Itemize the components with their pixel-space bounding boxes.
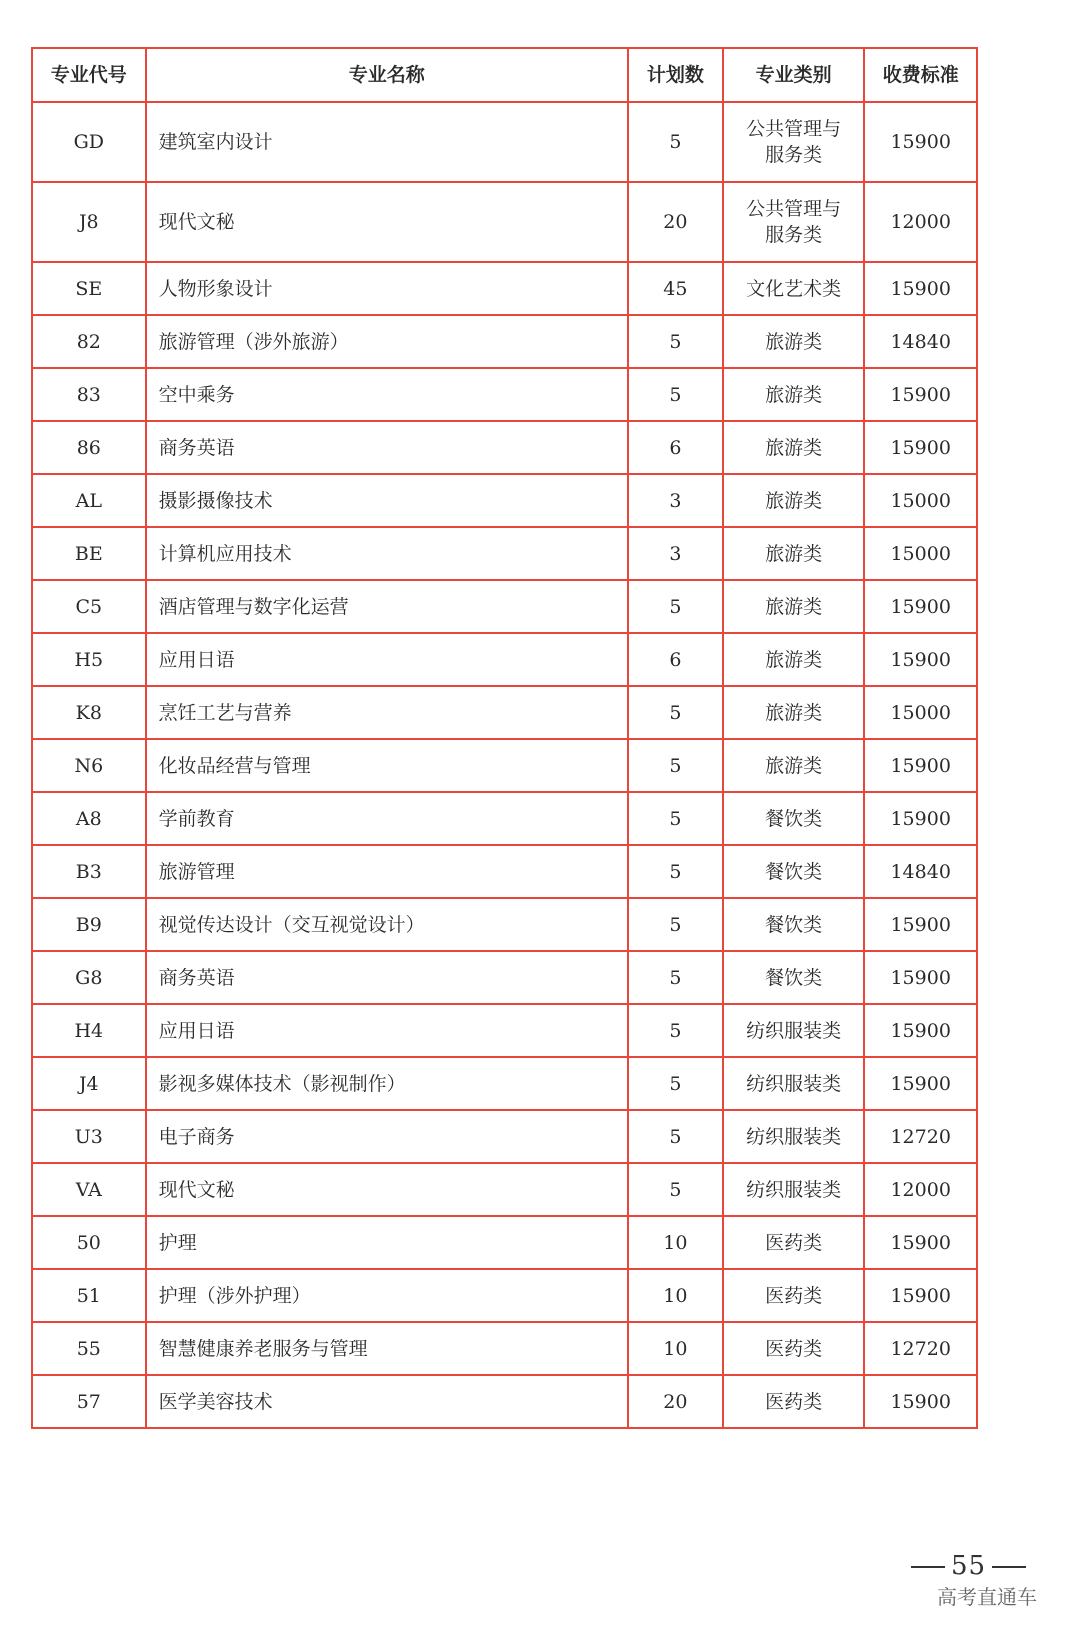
plan-cell: 5 <box>628 739 723 792</box>
name-cell: 商务英语 <box>146 951 628 1004</box>
fee-cell: 15900 <box>864 1216 977 1269</box>
fee-cell: 12000 <box>864 1163 977 1216</box>
table-row <box>32 951 977 1004</box>
category-cell <box>723 792 864 845</box>
plan-cell: 5 <box>628 845 723 898</box>
fee-cell: 15900 <box>864 1269 977 1322</box>
category-text: 纺织服装类 <box>746 1178 842 1201</box>
category-cell <box>723 580 864 633</box>
category-cell <box>723 474 864 527</box>
plan-cell: 10 <box>628 1216 723 1269</box>
code-cell: 57 <box>32 1375 146 1428</box>
category-text: 旅游类 <box>765 542 823 565</box>
name-cell: 建筑室内设计 <box>146 102 628 182</box>
code-cell: J8 <box>32 182 146 262</box>
plan-cell: 10 <box>628 1322 723 1375</box>
table-row <box>32 633 977 686</box>
code-cell: BE <box>32 527 146 580</box>
category-text: 餐饮类 <box>765 913 823 936</box>
majors-table <box>31 47 978 1429</box>
name-cell: 医学美容技术 <box>146 1375 628 1428</box>
fee-cell: 15000 <box>864 474 977 527</box>
code-cell: 82 <box>32 315 146 368</box>
category-cell <box>723 1057 864 1110</box>
name-cell: 旅游管理（涉外旅游） <box>146 315 628 368</box>
category-cell <box>723 1216 864 1269</box>
fee-cell: 15900 <box>864 739 977 792</box>
category-text: 医药类 <box>765 1337 823 1360</box>
code-cell: 83 <box>32 368 146 421</box>
fee-cell: 15900 <box>864 633 977 686</box>
code-cell: 86 <box>32 421 146 474</box>
name-cell: 酒店管理与数字化运营 <box>146 580 628 633</box>
category-cell <box>723 421 864 474</box>
category-cell <box>723 102 864 182</box>
table-row <box>32 1110 977 1163</box>
name-cell: 电子商务 <box>146 1110 628 1163</box>
fee-cell: 15000 <box>864 527 977 580</box>
table-row <box>32 315 977 368</box>
page-dash-left <box>911 1566 945 1568</box>
code-cell: 51 <box>32 1269 146 1322</box>
table-row <box>32 1004 977 1057</box>
plan-cell: 5 <box>628 792 723 845</box>
table-row <box>32 898 977 951</box>
table-row <box>32 368 977 421</box>
name-cell: 摄影摄像技术 <box>146 474 628 527</box>
category-cell <box>723 527 864 580</box>
plan-cell: 3 <box>628 527 723 580</box>
category-cell <box>723 315 864 368</box>
code-cell: H5 <box>32 633 146 686</box>
name-cell: 护理（涉外护理） <box>146 1269 628 1322</box>
plan-cell: 6 <box>628 421 723 474</box>
name-cell: 人物形象设计 <box>146 262 628 315</box>
fee-cell: 15900 <box>864 898 977 951</box>
name-cell: 化妆品经营与管理 <box>146 739 628 792</box>
table-row <box>32 686 977 739</box>
table-row <box>32 421 977 474</box>
category-cell <box>723 739 864 792</box>
watermark-text: 高考直通车 <box>937 1585 1037 1609</box>
category-text: 餐饮类 <box>765 966 823 989</box>
name-cell: 计算机应用技术 <box>146 527 628 580</box>
category-cell <box>723 633 864 686</box>
category-cell <box>723 182 864 262</box>
name-cell: 护理 <box>146 1216 628 1269</box>
table-row <box>32 1269 977 1322</box>
code-cell: SE <box>32 262 146 315</box>
table-row <box>32 845 977 898</box>
fee-cell: 15900 <box>864 262 977 315</box>
header-category: 专业类别 <box>723 48 864 102</box>
fee-cell: 14840 <box>864 315 977 368</box>
code-cell: U3 <box>32 1110 146 1163</box>
table-row <box>32 474 977 527</box>
category-text: 公共管理与服务类 <box>746 198 842 246</box>
header-name: 专业名称 <box>146 48 628 102</box>
table-row <box>32 1216 977 1269</box>
code-cell: G8 <box>32 951 146 1004</box>
category-cell <box>723 686 864 739</box>
table-row <box>32 1322 977 1375</box>
code-cell: H4 <box>32 1004 146 1057</box>
fee-cell: 15900 <box>864 102 977 182</box>
name-cell: 现代文秘 <box>146 1163 628 1216</box>
plan-cell: 3 <box>628 474 723 527</box>
code-cell: 55 <box>32 1322 146 1375</box>
category-text: 旅游类 <box>765 754 823 777</box>
name-cell: 应用日语 <box>146 1004 628 1057</box>
code-cell: K8 <box>32 686 146 739</box>
name-cell: 现代文秘 <box>146 182 628 262</box>
category-text: 医药类 <box>765 1390 823 1413</box>
fee-cell: 15900 <box>864 421 977 474</box>
plan-cell: 5 <box>628 102 723 182</box>
name-cell: 视觉传达设计（交互视觉设计） <box>146 898 628 951</box>
plan-cell: 5 <box>628 1110 723 1163</box>
table-row <box>32 102 977 182</box>
fee-cell: 12000 <box>864 182 977 262</box>
category-text: 旅游类 <box>765 330 823 353</box>
fee-cell: 15900 <box>864 1004 977 1057</box>
category-text: 旅游类 <box>765 489 823 512</box>
category-text: 医药类 <box>765 1231 823 1254</box>
plan-cell: 45 <box>628 262 723 315</box>
table-row <box>32 1057 977 1110</box>
fee-cell: 15900 <box>864 1057 977 1110</box>
name-cell: 智慧健康养老服务与管理 <box>146 1322 628 1375</box>
plan-cell: 20 <box>628 182 723 262</box>
code-cell: GD <box>32 102 146 182</box>
code-cell: B9 <box>32 898 146 951</box>
category-text: 旅游类 <box>765 648 823 671</box>
code-cell: 50 <box>32 1216 146 1269</box>
category-cell <box>723 1004 864 1057</box>
plan-cell: 5 <box>628 368 723 421</box>
code-cell: N6 <box>32 739 146 792</box>
table-row <box>32 580 977 633</box>
code-cell: A8 <box>32 792 146 845</box>
name-cell: 应用日语 <box>146 633 628 686</box>
code-cell: J4 <box>32 1057 146 1110</box>
fee-cell: 15900 <box>864 951 977 1004</box>
fee-cell: 15000 <box>864 686 977 739</box>
fee-cell: 15900 <box>864 792 977 845</box>
name-cell: 空中乘务 <box>146 368 628 421</box>
category-text: 餐饮类 <box>765 807 823 830</box>
name-cell: 旅游管理 <box>146 845 628 898</box>
category-text: 旅游类 <box>765 701 823 724</box>
plan-cell: 5 <box>628 1004 723 1057</box>
category-cell <box>723 898 864 951</box>
category-text: 纺织服装类 <box>746 1019 842 1042</box>
name-cell: 商务英语 <box>146 421 628 474</box>
category-text: 纺织服装类 <box>746 1125 842 1148</box>
header-plan: 计划数 <box>628 48 723 102</box>
name-cell: 学前教育 <box>146 792 628 845</box>
plan-cell: 5 <box>628 686 723 739</box>
plan-cell: 5 <box>628 951 723 1004</box>
plan-cell: 5 <box>628 1057 723 1110</box>
name-cell: 烹饪工艺与营养 <box>146 686 628 739</box>
plan-cell: 10 <box>628 1269 723 1322</box>
plan-cell: 20 <box>628 1375 723 1428</box>
header-row <box>32 48 977 102</box>
category-cell <box>723 1375 864 1428</box>
table-row <box>32 1375 977 1428</box>
category-text: 餐饮类 <box>765 860 823 883</box>
plan-cell: 5 <box>628 580 723 633</box>
category-cell <box>723 262 864 315</box>
fee-cell: 15900 <box>864 1375 977 1428</box>
fee-cell: 15900 <box>864 580 977 633</box>
plan-cell: 5 <box>628 898 723 951</box>
code-cell: VA <box>32 1163 146 1216</box>
page-dash-right <box>992 1566 1026 1568</box>
category-text: 文化艺术类 <box>746 277 842 300</box>
category-cell <box>723 1322 864 1375</box>
fee-cell: 15900 <box>864 368 977 421</box>
name-cell: 影视多媒体技术（影视制作） <box>146 1057 628 1110</box>
code-cell: AL <box>32 474 146 527</box>
category-cell <box>723 1269 864 1322</box>
category-text: 旅游类 <box>765 436 823 459</box>
fee-cell: 12720 <box>864 1322 977 1375</box>
plan-cell: 5 <box>628 1163 723 1216</box>
table-row <box>32 1163 977 1216</box>
category-text: 旅游类 <box>765 595 823 618</box>
category-cell <box>723 1163 864 1216</box>
header-code: 专业代号 <box>32 48 146 102</box>
plan-cell: 5 <box>628 315 723 368</box>
category-cell <box>723 368 864 421</box>
page-number: 55 <box>905 1551 1032 1581</box>
category-text: 公共管理与服务类 <box>746 118 842 166</box>
fee-cell: 12720 <box>864 1110 977 1163</box>
category-text: 医药类 <box>765 1284 823 1307</box>
code-cell: B3 <box>32 845 146 898</box>
table-row <box>32 182 977 262</box>
category-text: 纺织服装类 <box>746 1072 842 1095</box>
table-row <box>32 792 977 845</box>
fee-cell: 14840 <box>864 845 977 898</box>
plan-cell: 6 <box>628 633 723 686</box>
table-row <box>32 739 977 792</box>
category-cell <box>723 951 864 1004</box>
category-cell <box>723 845 864 898</box>
header-fee: 收费标准 <box>864 48 977 102</box>
category-cell <box>723 1110 864 1163</box>
table-row <box>32 262 977 315</box>
code-cell: C5 <box>32 580 146 633</box>
category-text: 旅游类 <box>765 383 823 406</box>
table-row <box>32 527 977 580</box>
